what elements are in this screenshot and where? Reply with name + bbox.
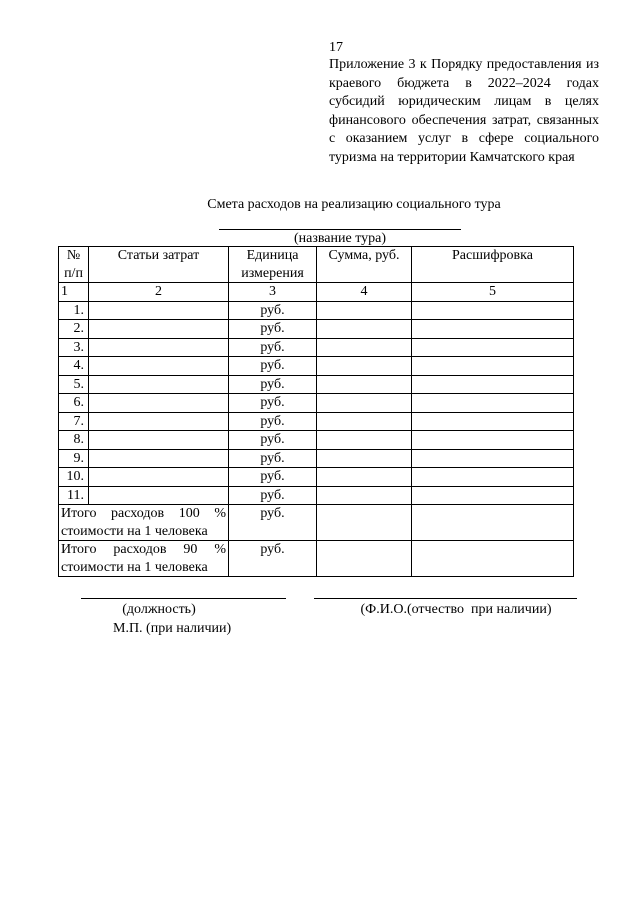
total-row — [59, 505, 574, 541]
column-number-1: 1 — [59, 283, 89, 302]
row-cost-item — [89, 301, 229, 320]
row-breakdown — [412, 320, 574, 339]
appendix-note: Приложение 3 к Порядку предоставления из краевого бюджета в 2022–2024 годах субсидий юридическим лицам в целях финансового обеспечения затрат, связанных с оказанием услуг в сфере социального туризма на территории Камчатского края — [329, 57, 599, 165]
column-number-5: 5 — [412, 283, 574, 302]
total-unit: руб. — [229, 505, 317, 541]
total-sum — [317, 505, 412, 541]
row-cost-item — [89, 486, 229, 505]
row-unit: руб. — [229, 320, 317, 339]
row-number: 5. — [59, 375, 89, 394]
total-unit: руб. — [229, 541, 317, 577]
table-row — [59, 301, 574, 320]
header-breakdown: Расшифровка — [412, 247, 574, 283]
row-number: 7. — [59, 412, 89, 431]
name-caption: (Ф.И.О.(отчество при наличии) — [360, 602, 552, 617]
row-unit: руб. — [229, 412, 317, 431]
row-breakdown — [412, 375, 574, 394]
row-sum — [317, 468, 412, 487]
table-row — [59, 449, 574, 468]
expense-table — [58, 246, 574, 577]
table-row — [59, 338, 574, 357]
row-unit: руб. — [229, 301, 317, 320]
row-cost-item — [89, 431, 229, 450]
header-cost-items: Статьи затрат — [89, 247, 229, 283]
row-cost-item — [89, 412, 229, 431]
column-number-2: 2 — [89, 283, 229, 302]
total-breakdown — [412, 541, 574, 577]
column-number-4: 4 — [317, 283, 412, 302]
row-number: 6. — [59, 394, 89, 413]
name-signature-line — [314, 598, 577, 599]
total-sum — [317, 541, 412, 577]
row-number: 2. — [59, 320, 89, 339]
row-cost-item — [89, 338, 229, 357]
header-sum: Сумма, руб. — [317, 247, 412, 283]
row-breakdown — [412, 338, 574, 357]
row-breakdown — [412, 431, 574, 450]
row-number: 9. — [59, 449, 89, 468]
row-sum — [317, 486, 412, 505]
row-cost-item — [89, 394, 229, 413]
total-row — [59, 541, 574, 577]
column-number-3: 3 — [229, 283, 317, 302]
table-row — [59, 412, 574, 431]
table-row — [59, 468, 574, 487]
table-row — [59, 431, 574, 450]
row-sum — [317, 301, 412, 320]
header-unit: Единица измерения — [229, 247, 317, 283]
row-sum — [317, 357, 412, 376]
row-number: 1. — [59, 301, 89, 320]
row-cost-item — [89, 468, 229, 487]
row-sum — [317, 449, 412, 468]
row-unit: руб. — [229, 357, 317, 376]
document-title: Смета расходов на реализацию социального тура — [207, 197, 501, 212]
stamp-caption: М.П. (при наличии) — [113, 621, 232, 636]
table-row — [59, 357, 574, 376]
row-number: 4. — [59, 357, 89, 376]
position-signature-line — [81, 598, 286, 599]
table-row — [59, 486, 574, 505]
row-cost-item — [89, 449, 229, 468]
page-number: 17 — [329, 40, 343, 55]
row-number: 8. — [59, 431, 89, 450]
row-number: 3. — [59, 338, 89, 357]
table-row — [59, 394, 574, 413]
table-row — [59, 375, 574, 394]
tour-name-caption: (название тура) — [293, 231, 387, 246]
table-row — [59, 320, 574, 339]
row-breakdown — [412, 301, 574, 320]
row-unit: руб. — [229, 449, 317, 468]
row-cost-item — [89, 320, 229, 339]
row-breakdown — [412, 468, 574, 487]
position-caption: (должность) — [122, 602, 196, 617]
row-cost-item — [89, 357, 229, 376]
row-unit: руб. — [229, 468, 317, 487]
row-breakdown — [412, 394, 574, 413]
row-sum — [317, 394, 412, 413]
total-breakdown — [412, 505, 574, 541]
row-unit: руб. — [229, 431, 317, 450]
row-sum — [317, 431, 412, 450]
row-breakdown — [412, 449, 574, 468]
row-unit: руб. — [229, 394, 317, 413]
row-number: 10. — [59, 468, 89, 487]
row-unit: руб. — [229, 375, 317, 394]
row-cost-item — [89, 375, 229, 394]
table-header-row — [59, 247, 574, 283]
row-sum — [317, 338, 412, 357]
total-label: Итого расходов 100 % стоимости на 1 человека — [59, 505, 229, 541]
total-label: Итого расходов 90 % стоимости на 1 человека — [59, 541, 229, 577]
row-unit: руб. — [229, 486, 317, 505]
row-breakdown — [412, 357, 574, 376]
row-breakdown — [412, 486, 574, 505]
row-sum — [317, 375, 412, 394]
row-sum — [317, 412, 412, 431]
header-number: № п/п — [59, 247, 89, 283]
row-unit: руб. — [229, 338, 317, 357]
column-number-row — [59, 283, 574, 302]
row-number: 11. — [59, 486, 89, 505]
row-breakdown — [412, 412, 574, 431]
row-sum — [317, 320, 412, 339]
